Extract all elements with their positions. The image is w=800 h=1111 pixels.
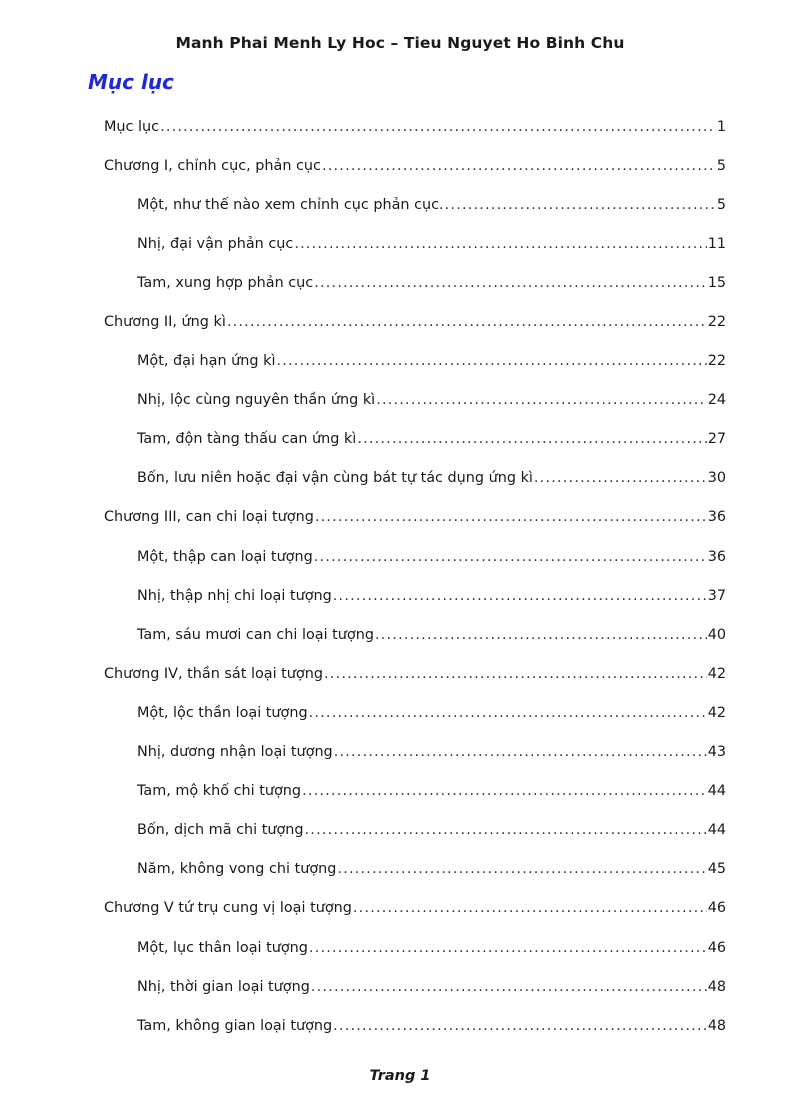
toc-chapter-entry[interactable]: [0, 498, 800, 537]
toc-entry-page-number: 5: [716, 196, 726, 213]
toc-entry-title: Nhị, dương nhận loại tượng: [137, 744, 333, 761]
toc-section-entry[interactable]: [0, 420, 800, 459]
toc-entry-title: Một, lục thân loại tượng: [137, 939, 308, 956]
toc-entry-page-number: 22: [707, 314, 726, 331]
toc-dot-leader: [294, 236, 706, 252]
toc-entry-title: Một, thập can loại tượng: [137, 548, 313, 565]
toc-entry-page-number: 45: [707, 861, 726, 878]
document-header-title: Manh Phai Menh Ly Hoc – Tieu Nguyet Ho Binh Chu: [175, 34, 625, 52]
toc-dot-leader: [333, 588, 707, 604]
toc-dot-leader: [160, 119, 716, 135]
toc-section-entry[interactable]: [0, 224, 800, 263]
toc-chapter-entry[interactable]: [0, 889, 800, 928]
toc-dot-leader: [376, 392, 707, 408]
toc-chapter-entry[interactable]: [0, 654, 800, 693]
toc-section-entry[interactable]: [0, 772, 800, 811]
toc-dot-leader: [314, 275, 706, 291]
toc-entry-title: Chương V tứ trụ cung vị loại tượng: [104, 900, 352, 917]
toc-dot-leader: [309, 940, 707, 956]
toc-entry-title: Nhị, đại vận phản cục: [137, 235, 294, 252]
toc-entry-title: Chương I, chỉnh cục, phản cục: [104, 157, 321, 174]
toc-entry-page-number: 42: [707, 665, 726, 682]
toc-entry-page-number: 36: [707, 509, 726, 526]
toc-section-entry[interactable]: [0, 850, 800, 889]
toc-dot-leader: [309, 705, 707, 721]
toc-entry-page-number: 42: [707, 704, 726, 721]
toc-entry-title: Chương IV, thần sát loại tượng: [104, 665, 323, 682]
toc-entry-title: Mục lục: [104, 118, 160, 135]
toc-section-entry[interactable]: [0, 811, 800, 850]
toc-entry-page-number: 43: [707, 744, 726, 761]
toc-dot-leader: [302, 783, 707, 799]
toc-entry-title: Tam, không gian loại tượng: [137, 1017, 333, 1034]
toc-section-entry[interactable]: [0, 537, 800, 576]
toc-entry-title: Tam, độn tàng thấu can ứng kì: [137, 431, 357, 448]
toc-section-entry[interactable]: [0, 459, 800, 498]
table-of-contents: [0, 107, 800, 1045]
toc-section-entry[interactable]: [0, 693, 800, 732]
toc-section-entry[interactable]: [0, 342, 800, 381]
toc-section-entry[interactable]: [0, 381, 800, 420]
toc-dot-leader: [353, 900, 707, 916]
toc-section-entry[interactable]: [0, 967, 800, 1006]
toc-entry-page-number: 11: [707, 235, 726, 252]
toc-chapter-entry[interactable]: [0, 146, 800, 185]
page-number-footer: Trang 1: [369, 1068, 431, 1084]
toc-entry-page-number: 48: [707, 1017, 726, 1034]
toc-entry-page-number: 46: [707, 939, 726, 956]
toc-dot-leader: [375, 627, 707, 643]
toc-dot-leader: [311, 979, 707, 995]
toc-entry-title: Chương II, ứng kì: [104, 314, 226, 331]
toc-dot-leader: [445, 197, 716, 213]
toc-entry-page-number: 5: [716, 157, 726, 174]
toc-entry-page-number: 27: [707, 431, 726, 448]
toc-entry-page-number: 15: [707, 274, 726, 291]
toc-entry-title: Bốn, lưu niên hoặc đại vận cùng bát tự tác dụng ứng kì: [137, 470, 533, 487]
toc-entry-title: Bốn, dịch mã chi tượng: [137, 822, 304, 839]
toc-entry-page-number: 44: [707, 783, 726, 800]
toc-dot-leader: [315, 509, 707, 525]
toc-entry-page-number: 48: [707, 978, 726, 995]
toc-section-entry[interactable]: [0, 185, 800, 224]
toc-dot-leader: [334, 744, 707, 760]
toc-dot-leader: [227, 314, 707, 330]
toc-entry-title: Tam, mộ khố chi tượng: [137, 783, 302, 800]
toc-entry-title: Một, như thế nào xem chỉnh cục phản cục.: [137, 196, 444, 213]
toc-section-entry[interactable]: [0, 576, 800, 615]
toc-entry-page-number: 22: [707, 353, 726, 370]
toc-entry-page-number: 24: [707, 392, 726, 409]
toc-entry-title: Năm, không vong chi tượng: [137, 861, 337, 878]
toc-entry-title: Nhị, thời gian loại tượng: [137, 978, 310, 995]
toc-entry-page-number: 37: [707, 587, 726, 604]
toc-dot-leader: [314, 549, 707, 565]
toc-heading: Mục lục: [88, 70, 174, 94]
toc-dot-leader: [322, 158, 716, 174]
toc-section-entry[interactable]: [0, 263, 800, 302]
toc-entry-page-number: 36: [707, 548, 726, 565]
toc-entry-title: Nhị, thập nhị chi loại tượng: [137, 587, 332, 604]
toc-section-entry[interactable]: [0, 615, 800, 654]
toc-entry-title: Nhị, lộc cùng nguyên thần ứng kì: [137, 392, 376, 409]
toc-entry-title: Tam, xung hợp phản cục: [137, 274, 314, 291]
toc-dot-leader: [305, 822, 707, 838]
toc-dot-leader: [337, 861, 706, 877]
toc-section-entry[interactable]: [0, 1006, 800, 1045]
toc-section-entry[interactable]: [0, 928, 800, 967]
toc-entry-title: Một, lộc thần loại tượng: [137, 704, 308, 721]
toc-section-entry[interactable]: [0, 733, 800, 772]
toc-dot-leader: [333, 1018, 707, 1034]
toc-dot-leader: [357, 431, 706, 447]
toc-entry-page-number: 44: [707, 822, 726, 839]
toc-dot-leader: [276, 353, 706, 369]
toc-dot-leader: [324, 666, 707, 682]
toc-chapter-entry[interactable]: [0, 302, 800, 341]
toc-entry-page-number: 30: [707, 470, 726, 487]
toc-entry-page-number: 46: [707, 900, 726, 917]
toc-entry-page-number: 40: [707, 626, 726, 643]
toc-entry-title: Tam, sáu mươi can chi loại tượng: [137, 626, 374, 643]
toc-chapter-entry[interactable]: [0, 107, 800, 146]
toc-entry-page-number: 1: [716, 118, 726, 135]
toc-entry-title: Chương III, can chi loại tượng: [104, 509, 314, 526]
toc-entry-title: Một, đại hạn ứng kì: [137, 353, 276, 370]
toc-dot-leader: [534, 470, 707, 486]
